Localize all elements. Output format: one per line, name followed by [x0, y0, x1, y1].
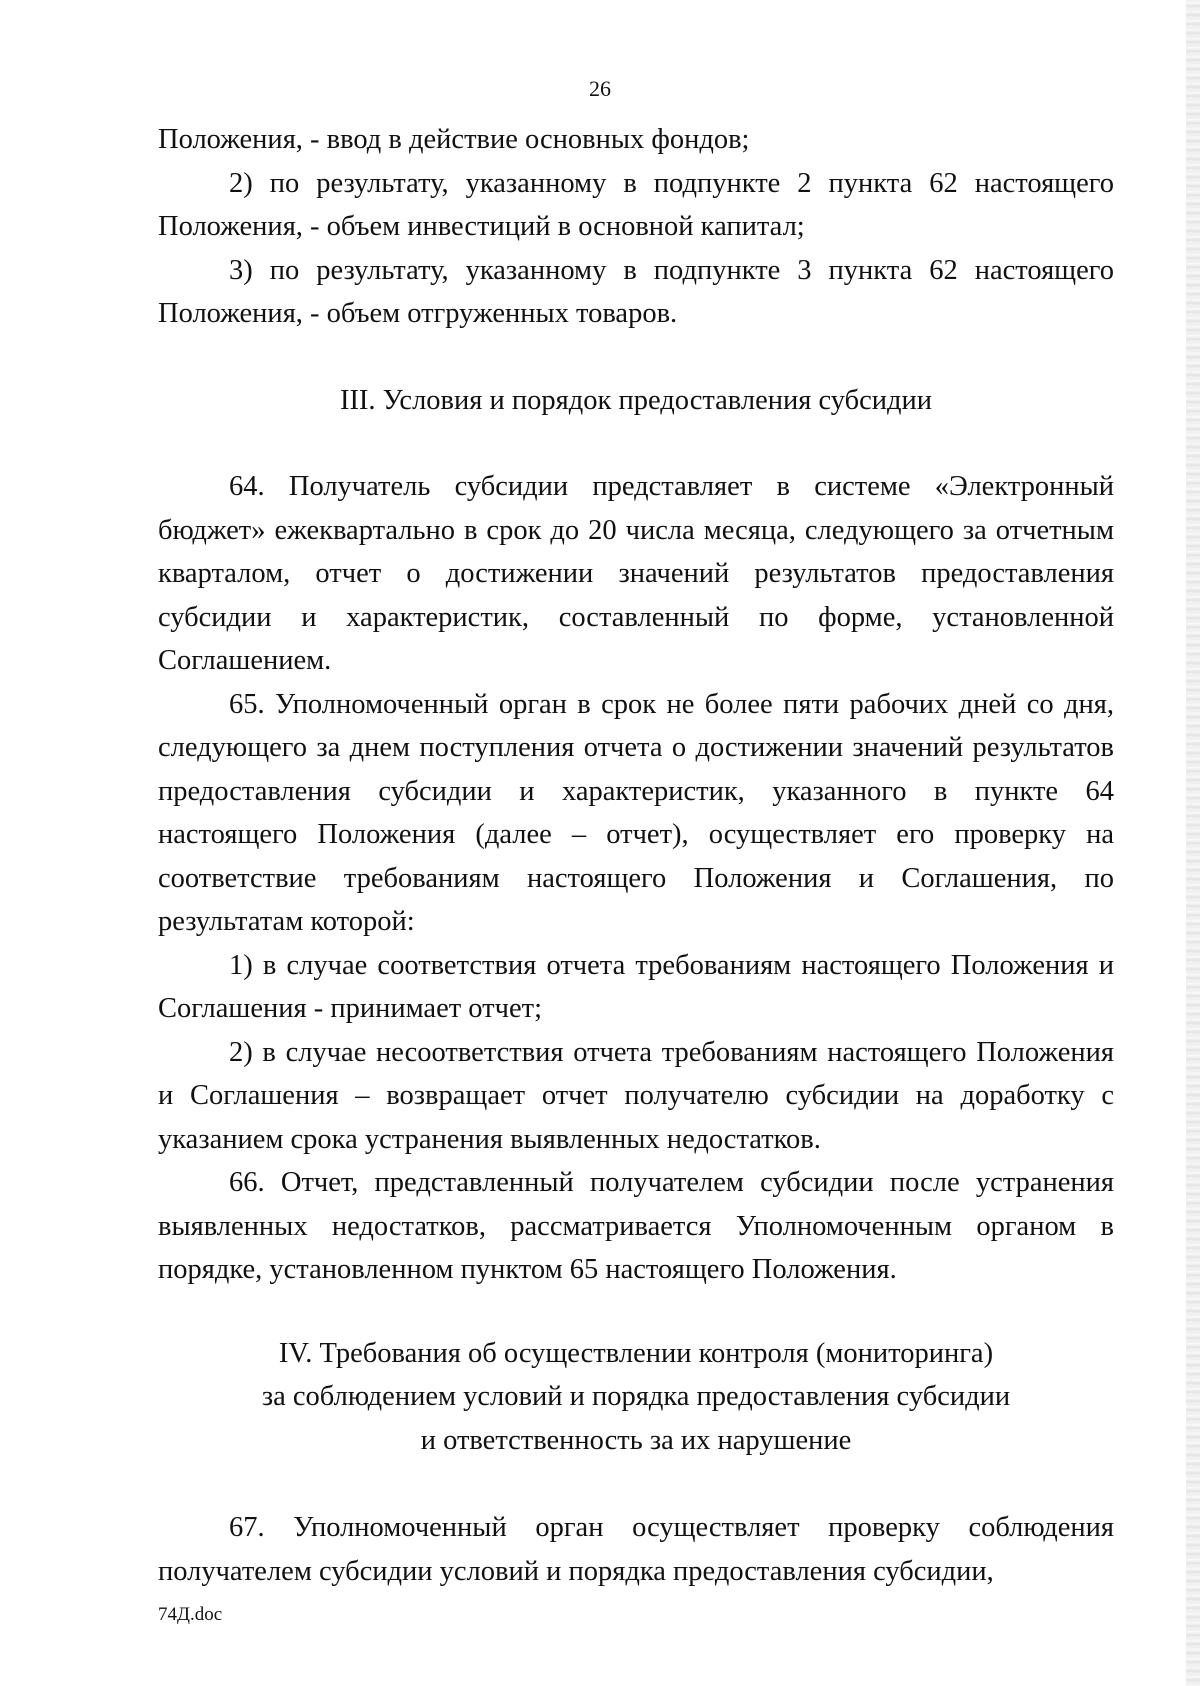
heading-line: IV. Требования об осуществлении контроля (мониторинга) — [278, 1337, 994, 1369]
paragraph-65: 65. Уполномоченный орган в срок не более пяти рабочих дней со дня, следующего за днем поступления отчета о достижении значений результатов предоставления субсидии и характеристик, указанного в пункте 64 настоящего Положения (далее – отчет), осуществляет его проверку на соответствие требованиям настоящего Положения и Соглашения, по результатам которой: — [158, 688, 1114, 937]
paragraph-67: 67. Уполномоченный орган осуществляет проверку соблюдения получателем субсидии условий и порядка предоставления субсидии, — [158, 1512, 1114, 1587]
section-heading-iv — [158, 1332, 1114, 1463]
document-body — [158, 118, 1114, 1593]
page-number: 26 — [589, 76, 611, 101]
heading-line: III. Условия и порядок предоставления субсидии — [339, 384, 933, 416]
paragraph-64: 64. Получатель субсидии представляет в системе «Электронный бюджет» ежеквартально в срок до 20 числа месяца, следующего за отчетным кварталом, отчет о достижении значений результатов предоставления субсидии и характеристик, составленный по форме, установленной Соглашением. — [158, 471, 1114, 676]
heading-line: за соблюдением условий и порядка предоставления субсидии — [261, 1381, 1011, 1412]
paragraph-item-3: 3) по результату, указанному в подпункте 3 пункта 62 настоящего Положения, - объем отгруженных товаров. — [158, 254, 1114, 329]
paragraph-65-item-2: 2) в случае несоответствия отчета требованиям настоящего Положения и Соглашения – возвращает отчет получателю субсидии на доработку с указанием срока устранения выявленных недостатков. — [158, 1036, 1114, 1155]
paragraph-66: 66. Отчет, представленный получателем субсидии после устранения выявленных недостатков, рассматривается Уполномоченным органом в порядке, установленном пунктом 65 настоящего Положения. — [158, 1167, 1114, 1285]
footer-filename: 74Д.doc — [158, 1604, 223, 1625]
scan-edge — [1186, 0, 1200, 1686]
paragraph-continuation: Положения, - ввод в действие основных фондов; — [158, 124, 750, 155]
section-heading-iii — [158, 379, 1114, 423]
paragraph-65-item-1: 1) в случае соответствия отчета требованиям настоящего Положения и Соглашения - принимает отчет; — [158, 949, 1114, 1024]
paragraph-item-2: 2) по результату, указанному в подпункте 2 пункта 62 настоящего Положения, - объем инвестиций в основной капитал; — [158, 167, 1114, 242]
heading-line: и ответственность за их нарушение — [420, 1424, 852, 1456]
